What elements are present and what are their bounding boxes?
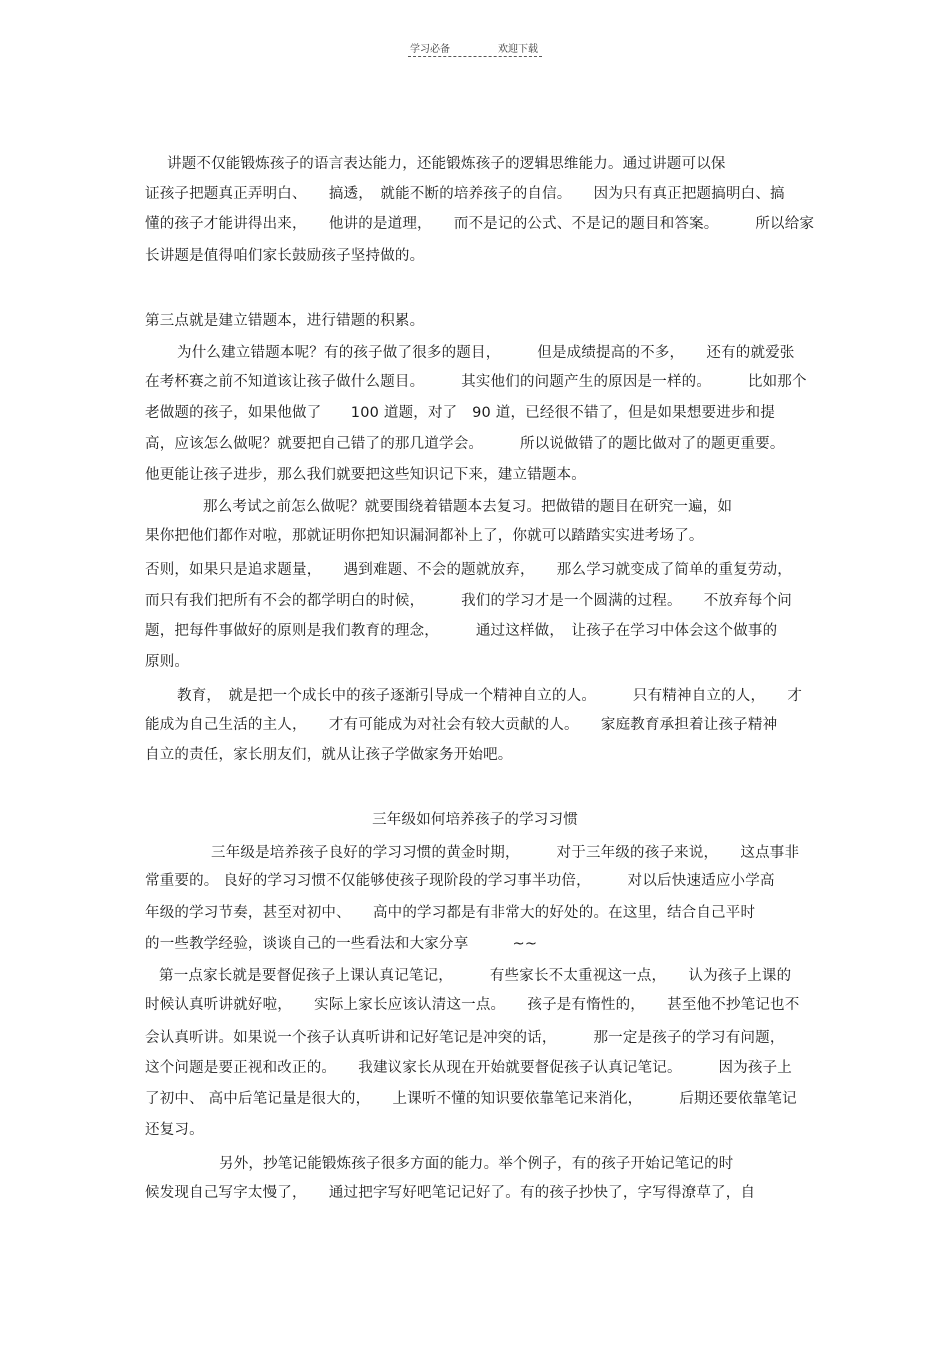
text-line: 另外，抄笔记能锻炼孩子很多方面的能力。举个例子，有的孩子开始记笔记的时: [219, 1156, 734, 1172]
header-right-text: 欢迎下载: [498, 44, 538, 55]
text-line: 原则。: [145, 654, 190, 670]
text-line: 会认真听讲。如果说一个孩子认真听讲和记好笔记是冲突的话， 那一定是孩子的学习有问题，: [145, 1030, 785, 1046]
text-line: 候发现自己写字太慢了， 通过把字写好吧笔记记好了。有的孩子抄快了，字写得潦草了，自: [145, 1185, 756, 1201]
page-header: [408, 40, 542, 57]
text-line: 题，把每件事做好的原则是我们教育的理念， 通过这样做， 让孩子在学习中体会这个做事的: [145, 623, 778, 639]
text-line: 还复习。: [145, 1122, 204, 1138]
text-line: 懂的孩子才能讲得出来， 他讲的是道理， 而不是记的公式、不是记的题目和答案。 所以给家: [145, 216, 815, 232]
text-line: 第三点就是建立错题本，进行错题的积累。: [145, 313, 425, 329]
text-line: 第一点家长就是要督促孩子上课认真记笔记， 有些家长不太重视这一点， 认为孩子上课的: [159, 968, 792, 984]
text-line: 他更能让孩子进步，那么我们就要把这些知识记下来，建立错题本。: [145, 467, 586, 483]
text-line: 教育， 就是把一个成长中的孩子逐渐引导成一个精神自立的人。 只有精神自立的人， 才: [177, 688, 803, 704]
text-line: 三年级是培养孩子良好的学习习惯的黄金时期， 对于三年级的孩子来说， 这点事非: [211, 845, 800, 861]
text-line: 为什么建立错题本呢？有的孩子做了很多的题目， 但是成绩提高的不多， 还有的就爱张: [177, 345, 795, 361]
text-line: 否则，如果只是追求题量， 遇到难题、不会的题就放弃， 那么学习就变成了简单的重复劳动，: [145, 562, 792, 578]
text-line: 时候认真听讲就好啦， 实际上家长应该认清这一点。 孩子是有惰性的， 甚至他不抄笔记也不: [145, 997, 800, 1013]
text-line: 在考杯赛之前不知道该让孩子做什么题目。 其实他们的问题产生的原因是一样的。 比如那个: [145, 374, 807, 390]
text-line: 的一些教学经验，谈谈自己的一些看法和大家分享 ~~: [145, 936, 538, 952]
text-line: 那么考试之前怎么做呢？就要围绕着错题本去复习。把做错的题目在研究一遍，如: [203, 499, 733, 515]
text-line: 了初中、 高中后笔记量是很大的， 上课听不懂的知识要依靠笔记来消化， 后期还要依靠笔记: [145, 1091, 797, 1107]
text-line: 而只有我们把所有不会的都学明白的时候， 我们的学习才是一个圆满的过程。 不放弃每个问: [145, 593, 792, 609]
text-line: 年级的学习节奏，甚至对初中、 高中的学习都是有非常大的好处的。在这里，结合自己平时: [145, 905, 756, 921]
text-line: 果你把他们都作对啦，那就证明你把知识漏洞都补上了，你就可以踏踏实实进考场了。: [145, 528, 704, 544]
text-line: 自立的责任，家长朋友们，就从让孩子学做家务开始吧。: [145, 747, 513, 763]
text-line: 证孩子把题真正弄明白、 搞透， 就能不断的培养孩子的自信。 因为只有真正把题搞明白、搞: [145, 186, 785, 202]
text-line: 常重要的。 良好的学习习惯不仅能够使孩子现阶段的学习事半功倍， 对以后快速适应小学高: [145, 873, 775, 889]
text-line: 长讲题是值得咱们家长鼓励孩子坚持做的。: [145, 248, 425, 264]
text-line: 高，应该怎么做呢？就要把自己错了的那几道学会。 所以说做错了的题比做对了的题更重要。: [145, 436, 785, 452]
header-left-text: 学习必备: [410, 44, 450, 55]
text-line: 老做题的孩子，如果他做了 100 道题，对了 90 道，已经很不错了，但是如果想要进步和提: [145, 405, 776, 421]
text-line: 能成为自己生活的主人， 才有可能成为对社会有较大贡献的人。 家庭教育承担着让孩子精神: [145, 717, 778, 733]
section-title: 三年级如何培养孩子的学习习惯: [372, 812, 578, 828]
text-line: 讲题不仅能锻炼孩子的语言表达能力，还能锻炼孩子的逻辑思维能力。通过讲题可以保: [167, 156, 726, 172]
text-line: 这个问题是要正视和改正的。 我建议家长从现在开始就要督促孩子认真记笔记。 因为孩子上: [145, 1060, 792, 1076]
